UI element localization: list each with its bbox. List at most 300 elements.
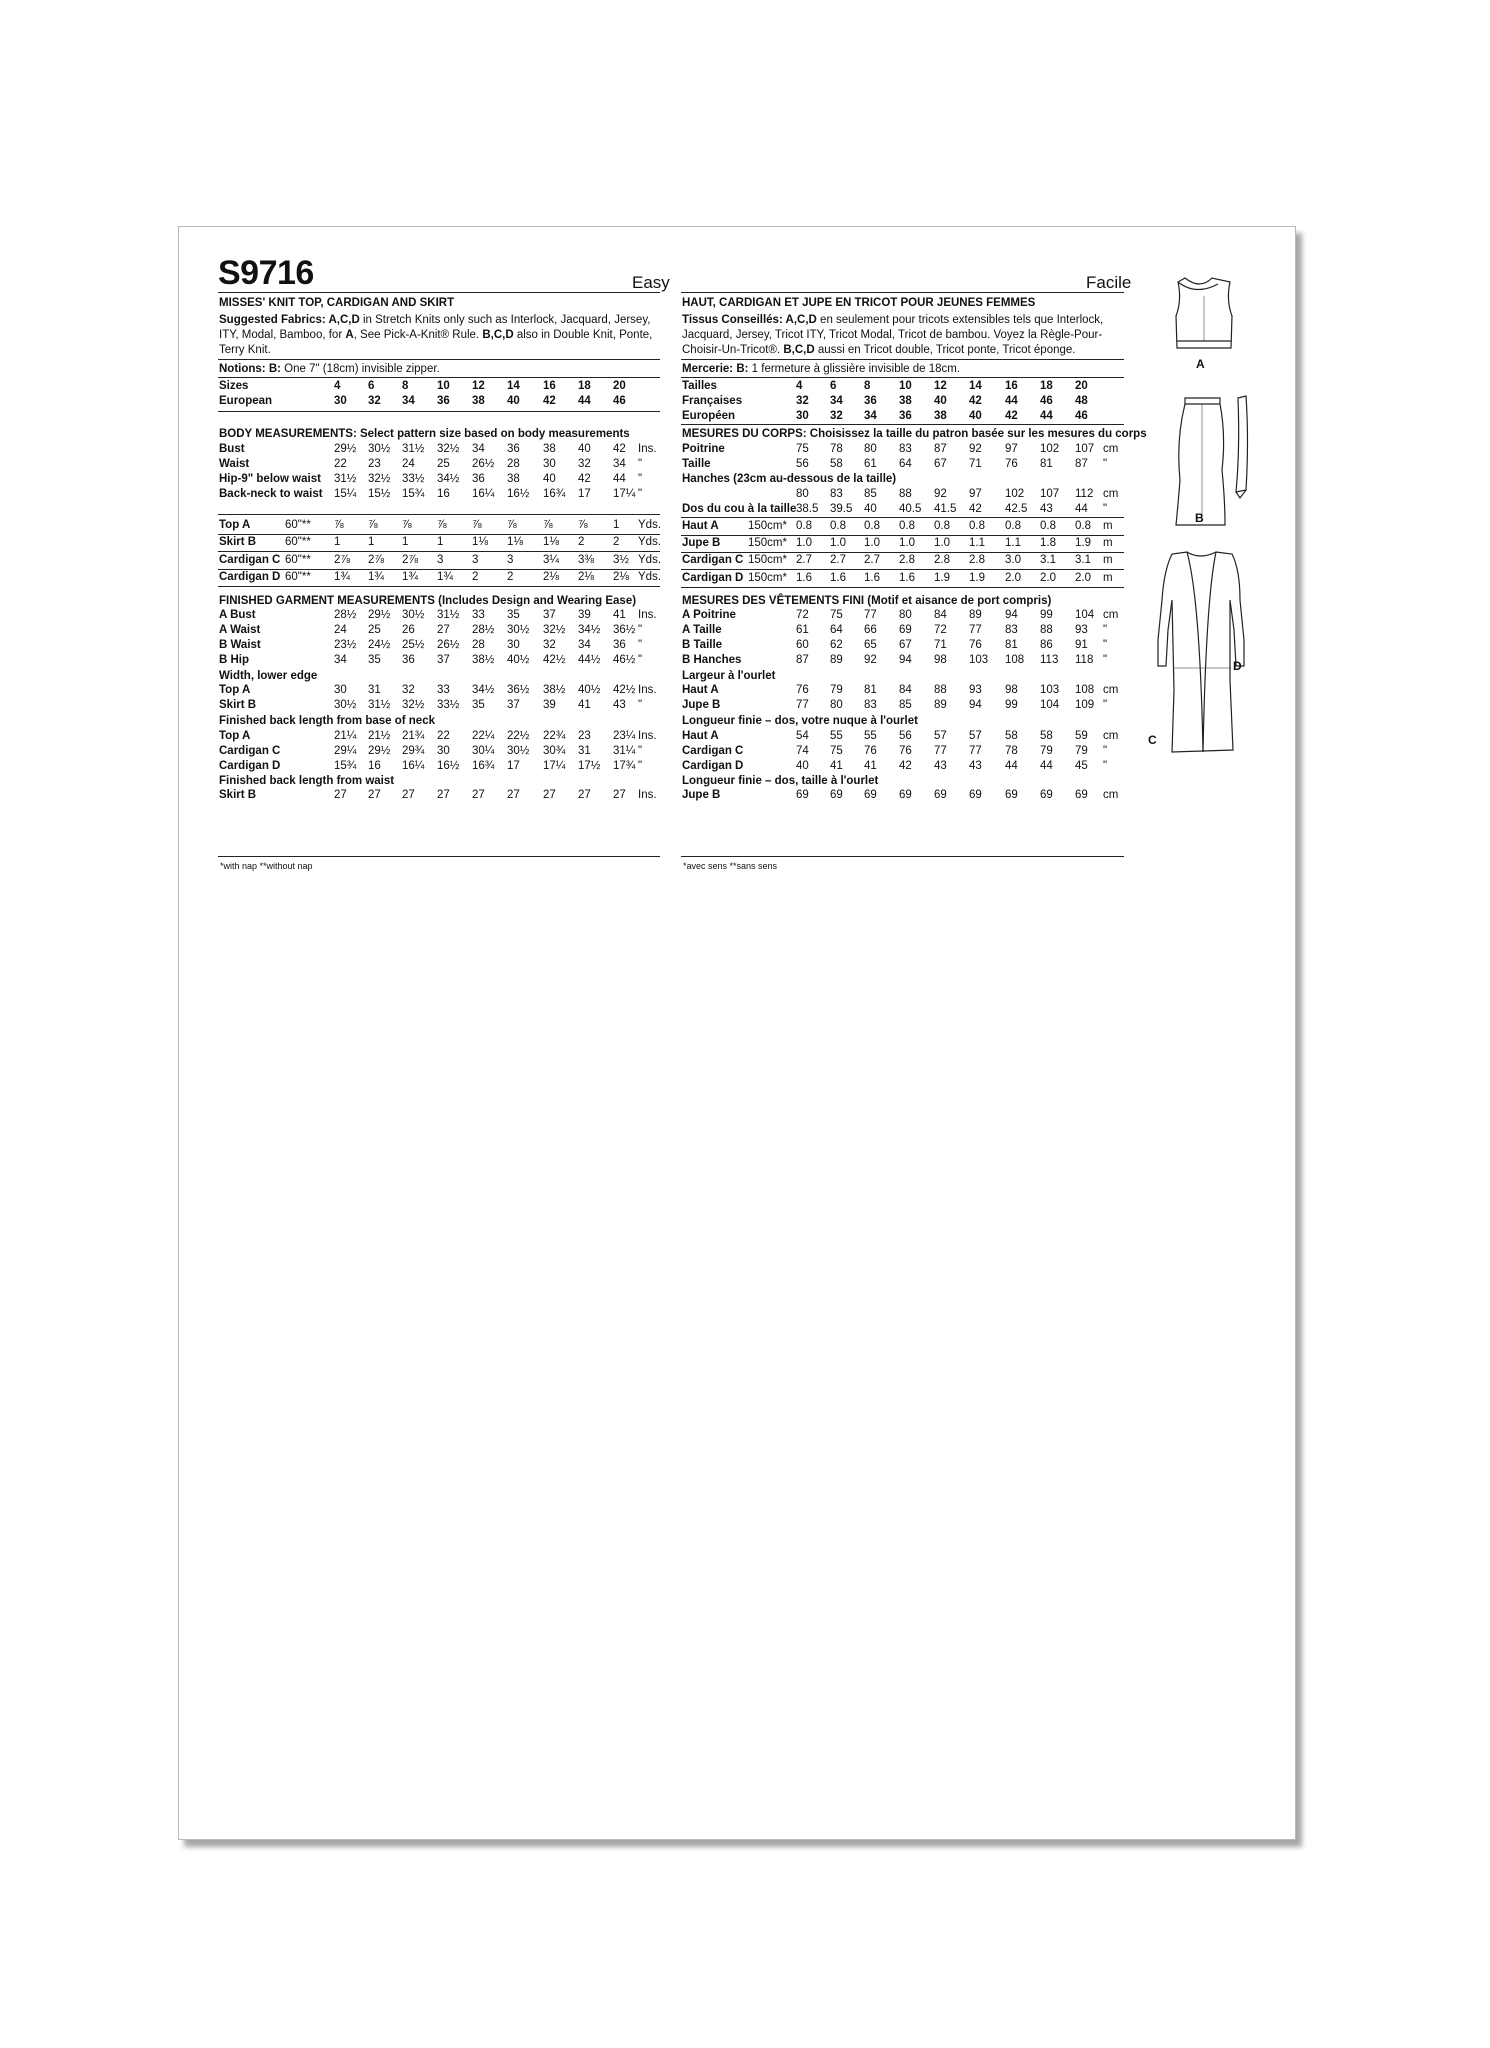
fabrics-fr <box>682 313 1124 357</box>
cell-value: 30¼ <box>472 745 495 757</box>
cell-value: 40 <box>507 395 520 407</box>
section-heading: Longueur finie – dos, votre nuque à l'ourlet <box>682 715 918 727</box>
cell-value: 79 <box>830 684 843 696</box>
cell-value: 74 <box>796 745 809 757</box>
cell-value: 17 <box>507 760 520 772</box>
cell-value: 83 <box>830 488 843 500</box>
cell-value: 87 <box>934 443 947 455</box>
cell-value: 29½ <box>334 443 357 455</box>
rule <box>218 856 660 857</box>
table-row <box>0 502 1490 517</box>
cell-value: 37 <box>507 699 520 711</box>
cell-value: 42 <box>578 473 591 485</box>
cell-value: 57 <box>934 730 947 742</box>
notions-fr <box>682 362 1124 377</box>
unit-label: Ins. <box>638 684 657 696</box>
cell-value: 17¾ <box>613 760 636 772</box>
cell-value: 54 <box>796 730 809 742</box>
cell-value: 1⅛ <box>543 536 559 548</box>
cell-value: 0.8 <box>830 520 846 532</box>
cell-value: 76 <box>864 745 877 757</box>
cell-value: 41 <box>830 760 843 772</box>
cell-value: 42 <box>1005 410 1018 422</box>
unit-label: cm <box>1103 609 1119 621</box>
table-row <box>0 442 1490 457</box>
rule <box>681 569 1124 570</box>
unit-label: m <box>1103 572 1113 584</box>
cell-value: 2.0 <box>1005 572 1021 584</box>
cell-value: 16¼ <box>472 488 495 500</box>
table-row <box>0 409 1490 424</box>
cell-value: 77 <box>969 624 982 636</box>
cell-value: 69 <box>934 789 947 801</box>
cell-value: 104 <box>1040 699 1060 711</box>
rule <box>681 517 1124 518</box>
cell-value: 94 <box>1005 609 1018 621</box>
cell-value: 69 <box>830 789 843 801</box>
cell-value: 55 <box>830 730 843 742</box>
cell-value: 92 <box>864 654 877 666</box>
cell-value: 42 <box>899 760 912 772</box>
cell-value: 8 <box>864 380 871 392</box>
cell-value: 28 <box>472 639 485 651</box>
cell-value: 30½ <box>507 624 530 636</box>
cell-value: 21¾ <box>402 730 425 742</box>
cell-value: 2⅞ <box>368 554 384 566</box>
cell-value: 29½ <box>368 745 391 757</box>
cell-value: 2⅛ <box>613 571 629 583</box>
cell-value: ⅞ <box>507 519 517 531</box>
cell-value: 97 <box>1005 443 1018 455</box>
cell-value: 38 <box>472 395 485 407</box>
cell-value: 1.0 <box>796 537 812 549</box>
cell-value: 80 <box>899 609 912 621</box>
row-label: Poitrine <box>682 443 725 455</box>
unit-label: " <box>638 699 643 711</box>
table-row <box>0 744 1490 759</box>
cell-value: 41.5 <box>934 503 957 515</box>
cell-value: 17 <box>578 488 591 500</box>
cell-value: 78 <box>1005 745 1018 757</box>
cell-value: 98 <box>1005 684 1018 696</box>
cell-value: 3 <box>507 554 514 566</box>
cell-value: 23 <box>368 458 381 470</box>
cell-value: 1 <box>334 536 341 548</box>
cell-value: 83 <box>899 443 912 455</box>
fabric-width: 60"** <box>285 554 311 566</box>
rule <box>218 359 660 360</box>
cell-value: 98 <box>934 654 947 666</box>
cell-value: 2⅛ <box>543 571 559 583</box>
cell-value: 1.6 <box>830 572 846 584</box>
notions-text: One 7" (18cm) invisible zipper. <box>280 363 440 375</box>
fabrics-label: Suggested Fabrics: A,C,D <box>219 314 360 326</box>
cell-value: 57 <box>969 730 982 742</box>
cell-value: 107 <box>1040 488 1060 500</box>
cell-value: 34 <box>578 639 591 651</box>
row-label: A Waist <box>219 624 261 636</box>
cell-value: 30 <box>507 639 520 651</box>
table-row <box>0 759 1490 774</box>
cell-value: 3.0 <box>1005 554 1021 566</box>
cell-value: 24½ <box>368 639 391 651</box>
row-label: Cardigan C <box>682 745 744 757</box>
unit-label: " <box>638 624 643 636</box>
unit-label: cm <box>1103 684 1119 696</box>
row-label: Haut A <box>682 684 719 696</box>
cell-value: 1.6 <box>796 572 812 584</box>
cell-value: 16½ <box>507 488 530 500</box>
unit-label: cm <box>1103 789 1119 801</box>
cell-value: 77 <box>796 699 809 711</box>
cell-value: 80 <box>830 699 843 711</box>
unit-label: Yds. <box>638 519 662 531</box>
cell-value: 33½ <box>437 699 460 711</box>
cell-value: 38½ <box>543 684 566 696</box>
row-label: Top A <box>219 684 251 696</box>
table-row <box>0 519 1490 534</box>
cell-value: 84 <box>899 684 912 696</box>
cell-value: 31½ <box>437 609 460 621</box>
cell-value: 41 <box>578 699 591 711</box>
notions-label: Mercerie: B: <box>682 363 749 375</box>
fabric-width: 150cm* <box>748 554 787 566</box>
cell-value: ⅞ <box>437 519 447 531</box>
cell-value: 1.0 <box>899 537 915 549</box>
cell-value: 38.5 <box>796 503 819 515</box>
cell-value: 42½ <box>543 654 566 666</box>
cell-value: 2 <box>578 536 585 548</box>
cell-value: 86 <box>1040 639 1053 651</box>
cell-value: 35 <box>368 654 381 666</box>
cell-value: 0.8 <box>864 520 880 532</box>
cell-value: 60 <box>796 639 809 651</box>
cell-value: 30 <box>543 458 556 470</box>
cell-value: 30½ <box>402 609 425 621</box>
unit-label: Ins. <box>638 730 657 742</box>
cell-value: 66 <box>864 624 877 636</box>
cell-value: 38 <box>507 473 520 485</box>
cell-value: 1¾ <box>402 571 418 583</box>
cell-value: 48 <box>1075 395 1088 407</box>
cell-value: 41 <box>864 760 877 772</box>
cell-value: 26 <box>402 624 415 636</box>
row-label: B Waist <box>219 639 261 651</box>
cell-value: 16¾ <box>543 488 566 500</box>
cell-value: 27 <box>437 624 450 636</box>
cell-value: 88 <box>1040 624 1053 636</box>
cell-value: 93 <box>969 684 982 696</box>
cell-value: 43 <box>613 699 626 711</box>
cell-value: 80 <box>796 488 809 500</box>
row-label: Cardigan D <box>682 760 744 772</box>
cell-value: 80 <box>864 443 877 455</box>
cell-value: 44 <box>1005 760 1018 772</box>
section-heading: MESURES DU CORPS: Choisissez la taille du patron basée sur les mesures du corps <box>682 428 1147 440</box>
unit-label: cm <box>1103 488 1119 500</box>
cell-value: 75 <box>830 745 843 757</box>
cell-value: 30 <box>437 745 450 757</box>
cell-value: 64 <box>830 624 843 636</box>
row-label: Hip-9" below waist <box>219 473 321 485</box>
cell-value: 43 <box>1040 503 1053 515</box>
cell-value: 35 <box>507 609 520 621</box>
cell-value: 27 <box>613 789 626 801</box>
cell-value: 31¼ <box>613 745 636 757</box>
fabric-width: 60"** <box>285 571 311 583</box>
fabrics-en <box>219 313 659 357</box>
cell-value: 27 <box>402 789 415 801</box>
cell-value: 26½ <box>472 458 495 470</box>
cell-value: 59 <box>1075 730 1088 742</box>
fabrics-bold: B,C,D <box>482 328 514 341</box>
cell-value: 17½ <box>578 760 601 772</box>
cell-value: 31½ <box>368 699 391 711</box>
cell-value: ⅞ <box>543 519 553 531</box>
cell-value: 16 <box>543 380 556 392</box>
fabric-width: 150cm* <box>748 572 787 584</box>
cell-value: 45 <box>1075 760 1088 772</box>
rule <box>681 359 1124 360</box>
cell-value: 34 <box>472 443 485 455</box>
cell-value: 40½ <box>578 684 601 696</box>
cell-value: 113 <box>1040 654 1059 666</box>
section-heading: Width, lower edge <box>219 670 318 682</box>
cell-value: 15¼ <box>334 488 357 500</box>
cell-value: 25 <box>437 458 450 470</box>
table-row <box>0 394 1490 409</box>
cell-value: 40 <box>543 473 556 485</box>
cell-value: 36 <box>437 395 450 407</box>
row-label: Top A <box>219 730 251 742</box>
cell-value: 38 <box>543 443 556 455</box>
cell-value: 31 <box>578 745 591 757</box>
row-label: Skirt B <box>219 536 257 548</box>
cell-value: 0.8 <box>969 520 985 532</box>
row-label: Waist <box>219 458 250 470</box>
cell-value: 29¾ <box>402 745 425 757</box>
section-heading: Hanches (23cm au-dessous de la taille) <box>682 473 897 485</box>
cell-value: 36½ <box>613 624 636 636</box>
cell-value: 77 <box>864 609 877 621</box>
cell-value: 30 <box>334 395 347 407</box>
title-en: MISSES' KNIT TOP, CARDIGAN AND SKIRT <box>219 297 455 309</box>
fabrics-bold: A <box>345 328 354 341</box>
cell-value: 2.0 <box>1040 572 1056 584</box>
cell-value: 23½ <box>334 639 357 651</box>
cell-value: 40.5 <box>899 503 922 515</box>
cell-value: 69 <box>864 789 877 801</box>
cell-value: 25 <box>368 624 381 636</box>
cell-value: 84 <box>934 609 947 621</box>
cell-value: 61 <box>864 458 877 470</box>
cell-value: 28½ <box>334 609 357 621</box>
row-label: Cardigan D <box>219 571 281 583</box>
unit-label: Ins. <box>638 789 657 801</box>
cell-value: 85 <box>864 488 877 500</box>
cell-value: 41 <box>613 609 626 621</box>
cell-value: 1.9 <box>934 572 950 584</box>
unit-label: " <box>1103 639 1108 651</box>
unit-label: " <box>638 654 643 666</box>
cell-value: 32½ <box>437 443 460 455</box>
cell-value: 29¼ <box>334 745 357 757</box>
cell-value: 28 <box>507 458 520 470</box>
cell-value: 64 <box>899 458 912 470</box>
difficulty-en: Easy <box>632 273 670 292</box>
cell-value: 16¼ <box>402 760 425 772</box>
cell-value: 69 <box>969 789 982 801</box>
cell-value: 27 <box>507 789 520 801</box>
cell-value: 23 <box>578 730 591 742</box>
cell-value: 69 <box>1075 789 1088 801</box>
cell-value: 31½ <box>402 443 425 455</box>
cell-value: 42 <box>969 503 982 515</box>
view-label-a: A <box>1196 357 1205 371</box>
cell-value: 118 <box>1075 654 1094 666</box>
table-row <box>0 729 1490 747</box>
cell-value: 15½ <box>368 488 391 500</box>
cell-value: 1.1 <box>1005 537 1021 549</box>
cell-value: 81 <box>1005 639 1018 651</box>
row-label: Tailles <box>682 380 717 392</box>
view-label-c: C <box>1148 733 1157 747</box>
cell-value: 16½ <box>437 760 460 772</box>
cell-value: 24 <box>334 624 347 636</box>
cell-value: 30½ <box>507 745 530 757</box>
unit-label: Yds. <box>638 536 662 548</box>
cell-value: 31 <box>368 684 381 696</box>
cell-value: 38 <box>934 410 947 422</box>
unit-label: Ins. <box>638 443 657 455</box>
cell-value: 44 <box>1040 410 1053 422</box>
cell-value: 69 <box>796 789 809 801</box>
cell-value: 91 <box>1075 639 1088 651</box>
table-row <box>0 698 1490 713</box>
cell-value: 2⅞ <box>334 554 350 566</box>
cell-value: 77 <box>969 745 982 757</box>
fabric-width: 60"** <box>285 519 311 531</box>
cell-value: 30 <box>796 410 809 422</box>
cell-value: 83 <box>864 699 877 711</box>
cell-value: 58 <box>830 458 843 470</box>
cell-value: 89 <box>934 699 947 711</box>
cell-value: 109 <box>1075 699 1095 711</box>
cell-value: 24 <box>402 458 415 470</box>
cell-value: 16¾ <box>472 760 495 772</box>
cell-value: 22¾ <box>543 730 566 742</box>
cell-value: 2.7 <box>864 554 880 566</box>
cell-value: 32 <box>368 395 381 407</box>
rule <box>218 586 660 587</box>
cell-value: 76 <box>1005 458 1018 470</box>
cell-value: ⅞ <box>578 519 588 531</box>
section-heading: Finished back length from waist <box>219 775 395 787</box>
cell-value: 12 <box>934 380 947 392</box>
cell-value: 1.9 <box>1075 537 1091 549</box>
row-label: Jupe B <box>682 537 721 549</box>
cell-value: 16 <box>1005 380 1018 392</box>
unit-label: " <box>1103 624 1108 636</box>
cell-value: 89 <box>969 609 982 621</box>
unit-label: " <box>638 488 643 500</box>
fabrics-bold: B,C,D <box>783 343 815 356</box>
cell-value: 3½ <box>613 554 629 566</box>
cell-value: 46 <box>1040 395 1053 407</box>
cell-value: 55 <box>864 730 877 742</box>
section-heading: FINISHED GARMENT MEASUREMENTS (Includes Design and Wearing Ease) <box>219 595 637 607</box>
table-row <box>0 553 1490 568</box>
row-label: European <box>219 395 273 407</box>
cell-value: 0.8 <box>1005 520 1021 532</box>
cell-value: 10 <box>437 380 450 392</box>
cell-value: 1.9 <box>969 572 985 584</box>
cell-value: 69 <box>1040 789 1053 801</box>
cell-value: 21½ <box>368 730 391 742</box>
style-number: S9716 <box>218 254 314 292</box>
rule <box>218 377 660 378</box>
cell-value: 36½ <box>507 684 530 696</box>
fabrics-text: , See Pick-A-Knit® Rule. <box>353 328 483 341</box>
cell-value: 17¼ <box>613 488 636 500</box>
cell-value: 42.5 <box>1005 503 1028 515</box>
view-label-d: D <box>1233 659 1242 673</box>
unit-label: m <box>1103 554 1113 566</box>
cell-value: 69 <box>899 624 912 636</box>
cell-value: 34 <box>334 654 347 666</box>
cell-value: 34 <box>613 458 626 470</box>
cell-value: 2⅞ <box>402 554 418 566</box>
rule <box>681 424 1124 425</box>
cell-value: 35 <box>472 699 485 711</box>
row-label: Skirt B <box>219 789 257 801</box>
cell-value: 27 <box>472 789 485 801</box>
cell-value: 88 <box>899 488 912 500</box>
row-label: Cardigan D <box>219 760 281 772</box>
cell-value: 8 <box>402 380 409 392</box>
cell-value: 107 <box>1075 443 1095 455</box>
cell-value: 1 <box>437 536 444 548</box>
cell-value: 27 <box>334 789 347 801</box>
notions-label: Notions: B: <box>219 363 281 375</box>
cell-value: 26½ <box>437 639 460 651</box>
cell-value: 1⅛ <box>472 536 488 548</box>
cell-value: 42 <box>613 443 626 455</box>
cell-value: 15¾ <box>402 488 425 500</box>
cell-value: 40 <box>934 395 947 407</box>
cell-value: 71 <box>969 458 982 470</box>
cell-value: 15¾ <box>334 760 357 772</box>
cell-value: 2.8 <box>934 554 950 566</box>
cell-value: 42 <box>969 395 982 407</box>
cell-value: 40 <box>578 443 591 455</box>
cell-value: 3.1 <box>1040 554 1056 566</box>
unit-label: " <box>1103 503 1108 515</box>
cell-value: 44 <box>1075 503 1088 515</box>
cell-value: 33½ <box>402 473 425 485</box>
cell-value: 72 <box>934 624 947 636</box>
fabrics-text: in Stretch Knits only such as Interlock, Jacquard, Jersey, ITY, Modal, Bamboo, for <box>219 314 651 341</box>
unit-label: Yds. <box>638 554 662 566</box>
cell-value: 34 <box>402 395 415 407</box>
section-heading: Largeur à l'ourlet <box>682 670 776 682</box>
row-label: Back-neck to waist <box>219 488 323 500</box>
cell-value: 93 <box>1075 624 1088 636</box>
fabrics-label: Tissus Conseillés: A,C,D <box>682 314 817 326</box>
fabric-width: 150cm* <box>748 537 787 549</box>
fabric-width: 150cm* <box>748 520 787 532</box>
cell-value: 18 <box>578 380 591 392</box>
